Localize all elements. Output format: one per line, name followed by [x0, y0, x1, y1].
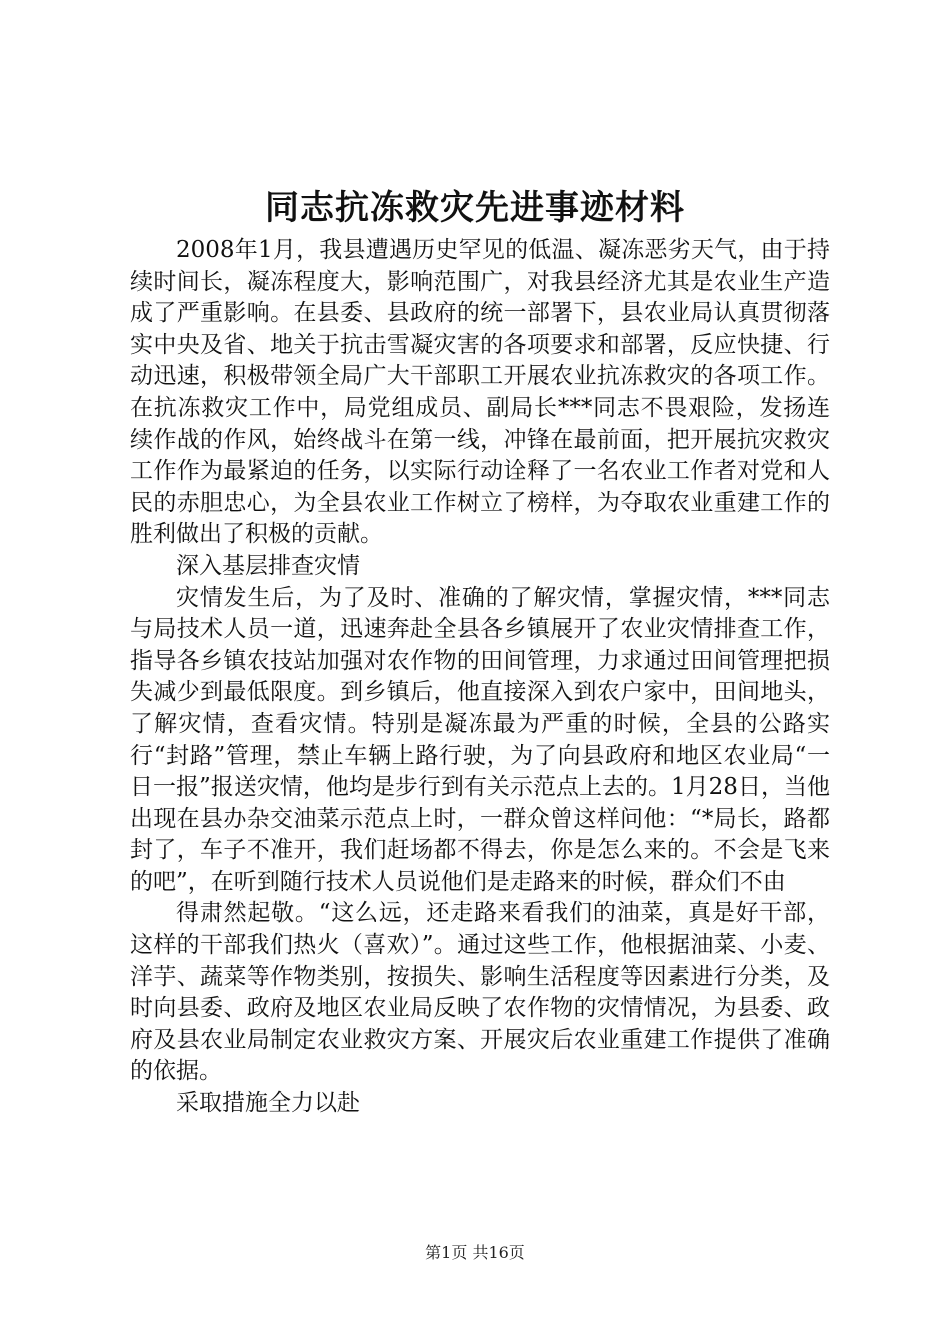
paragraph-investigation: 灾情发生后，为了及时、准确的了解灾情，掌握灾情，***同志与局技术人员一道，迅速奔赴全县各乡镇展开了农业灾情排查工作，指导各乡镇农技站加强对农作物的田间管理，力求通过田间管理把损失减少到最低限度。到乡镇后，他直接深入到农户家中，田间地头，了解灾情，查看灾情。特别是凝冻最为严重的时候，全县的公路实行“封路”管理，禁止车辆上路行驶，为了向县政府和地区农业局“一日一报”报送灾情，他均是步行到有关示范点上去的。1月28日，当他出现在县办杂交油菜示范点上时，一群众曾这样问他：“*局长，路都封了，车子不准开，我们赶场都不得去，你是怎么来的。不会是飞来的吧”，在听到随行技术人员说他们是走路来的时候，群众们不由 — [130, 584, 830, 895]
section-heading-measures: 采取措施全力以赴 — [176, 1090, 360, 1117]
paragraph-investigation-continued: 得肃然起敬。“这么远，还走路来看我们的油菜，真是好干部，这样的干部我们热火（喜欢）”。通过这些工作，他根据油菜、小麦、洋芋、蔬菜等作物类别，按损失、影响生活程度等因素进行分类，及时向县委、政府及地区农业局反映了农作物的灾情情况，为县委、政府及县农业局制定农业救灾方案、开展灾后农业重建工作提供了准确的依据。 — [130, 900, 830, 1085]
page-number-footer: 第1页 共16页 — [425, 1243, 525, 1262]
document-title: 同志抗冻救灾先进事迹材料 — [265, 188, 685, 228]
section-heading-investigation: 深入基层排查灾情 — [176, 552, 360, 579]
document-body — [130, 235, 830, 1120]
paragraph-intro: 2008年1月，我县遭遇历史罕见的低温、凝冻恶劣天气，由于持续时间长，凝冻程度大，影响范围广，对我县经济尤其是农业生产造成了严重影响。在县委、县政府的统一部署下，县农业局认真贯彻落实中央及省、地关于抗击雪凝灾害的各项要求和部署，反应快捷、行动迅速，积极带领全局广大干部职工开展农业抗冻救灾的各项工作。在抗冻救灾工作中，局党组成员、副局长***同志不畏艰险，发扬连续作战的作风，始终战斗在第一线，冲锋在最前面，把开展抗灾救灾工作作为最紧迫的任务，以实际行动诠释了一名农业工作者对党和人民的赤胆忠心，为全县农业工作树立了榜样，为夺取农业重建工作的胜利做出了积极的贡献。 — [130, 237, 830, 548]
